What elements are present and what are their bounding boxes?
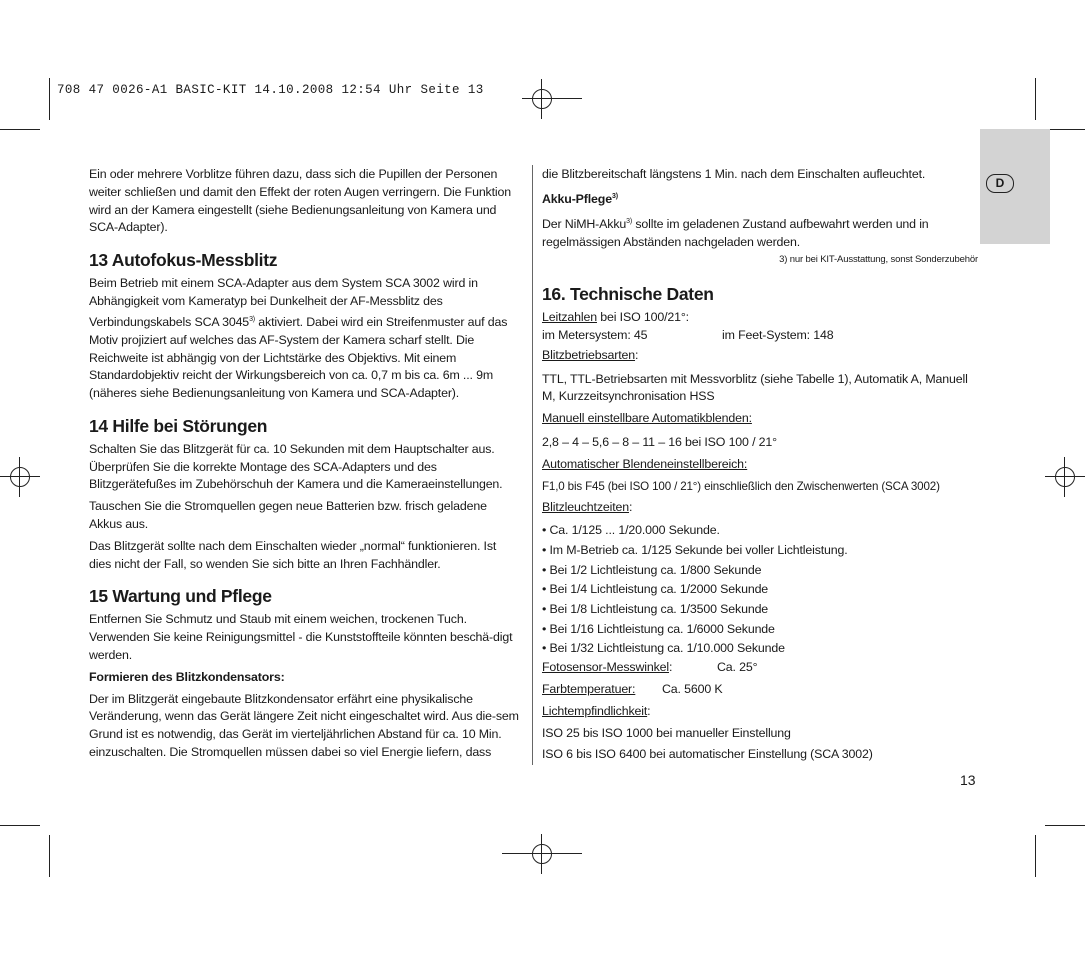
right-column [542,166,978,764]
section-14-paragraph: Das Blitzgerät sollte nach dem Einschalten wieder „normal“ funktionieren. Ist dies nicht der Fall, so wenden Sie sich bitte an Ihren Fachhändler. [89,538,497,571]
section-16-title: 16. Technische Daten [542,284,714,305]
language-badge: D [986,174,1014,193]
registration-mark-top [522,79,562,119]
registration-line [502,853,582,854]
column-divider [532,165,533,765]
messwinkel-line: Fotosensor-Messwinkel: Ca. 25° [542,660,758,675]
continued-paragraph: die Blitzbereitschaft längstens 1 Min. nach dem Einschalten aufleuchtet. [542,167,926,181]
section-15-paragraph: Der im Blitzgerät eingebaute Blitzkondensator erfährt eine physikalische Veränderung, wenn das Gerät längere Zeit nicht eingeschaltet wird. Aus die-sem Grund ist es notwendig, das Gerät im vierteljährlichen Abstand für ca. 10 Min. einzuschalten. Die Stromquellen müssen dabei so viel Energie liefern, dass [89,691,519,760]
crop-mark [0,129,40,130]
section-14-title: 14 Hilfe bei Störungen [89,415,268,436]
leuchtzeiten-label: Blitzleuchtzeiten: [542,500,633,515]
registration-mark-right [1045,457,1085,497]
list-item: • Bei 1/2 Lichtleistung ca. 1/800 Sekunde [542,562,762,577]
einstellbereich-label: Automatischer Blendeneinstellbereich: [542,456,748,471]
list-item: • Ca. 1/125 ... 1/20.000 Sekunde. [542,523,720,538]
list-item: • Im M-Betrieb ca. 1/125 Sekunde bei voller Lichtleistung. [542,542,848,557]
list-item: • Bei 1/4 Lichtleistung ca. 1/2000 Sekunde [542,582,769,597]
lichtempfindlichkeit-label: Lichtempfindlichkeit: [542,703,651,718]
blenden-label: Manuell einstellbare Automatikblenden: [542,411,752,426]
page-number: 13 [960,772,976,788]
einstellbereich-text: F1,0 bis F45 (bei ISO 100 / 21°) einschließlich den Zwischenwerten (SCA 3002) [542,479,940,493]
left-column [89,166,521,766]
crop-mark [49,835,50,877]
registration-mark-bottom [522,834,562,874]
intro-paragraph: Ein oder mehrere Vorblitze führen dazu, dass sich die Pupillen der Personen weiter schließen und damit den Effekt der roten Augen verringern. Die Funktion wird an der Kamera eingestellt (siehe Bedienungsanleitung von Kamera und SCA-Adapter). [89,167,511,235]
leitzahlen-values: im Metersystem: 45 im Feet-System: 148 [542,328,834,343]
crop-mark [49,78,50,120]
crop-mark [0,825,40,826]
section-15-paragraph: Entfernen Sie Schmutz und Staub mit einem weichen, trockenen Tuch. Verwenden Sie keine Reinigungsmittel - die Kunststoffteile könnten beschä-digt werden. [89,612,513,663]
akku-title: Akku-Pflege$^{3)}$ [542,191,618,206]
footnote: 3) nur bei KIT-Ausstattung, sonst Sonderzubehör [779,254,978,266]
crop-mark [1035,835,1036,877]
lichtempfindlichkeit-line: ISO 25 bis ISO 1000 bei manueller Einstellung [542,725,791,740]
betriebsarten-label: Blitzbetriebsarten: [542,347,639,362]
betriebsarten-text: TTL, TTL-Betriebsarten mit Messvorblitz (siehe Tabelle 1), Automatik A, Manuell M, Kurzzeitsynchronisation HSS [542,371,968,404]
farbtemperatur-line: Farbtemperatuer: Ca. 5600 K [542,681,723,696]
list-item: • Bei 1/8 Lichtleistung ca. 1/3500 Sekunde [542,602,769,617]
section-13-title: 13 Autofokus-Messblitz [89,250,278,271]
section-15-title: 15 Wartung und Pflege [89,586,272,607]
crop-mark [1045,129,1085,130]
registration-mark-left [0,457,40,497]
registration-line [540,98,582,99]
leuchtzeiten-list [542,521,978,659]
section-15-subheading: Formieren des Blitzkondensators: [89,669,285,684]
list-item: • Bei 1/16 Lichtleistung ca. 1/6000 Sekunde [542,621,775,636]
print-slug: 708 47 0026-A1 BASIC-KIT 14.10.2008 12:54 Uhr Seite 13 [57,83,484,97]
section-14-paragraph: Tauschen Sie die Stromquellen gegen neue Batterien bzw. frisch geladene Akkus aus. [89,499,487,532]
section-14-paragraph: Schalten Sie das Blitzgerät für ca. 10 Sekunden mit dem Hauptschalter aus. Überprüfen Sie die korrekte Montage des SCA-Adapters und des Blitzgerätefußes im Zubehörschuh der Kamera und die Kameraeinstellungen. [89,441,503,492]
blenden-text: 2,8 – 4 – 5,6 – 8 – 11 – 16 bei ISO 100 / 21° [542,435,777,450]
lichtempfindlichkeit-line: ISO 6 bis ISO 6400 bei automatischer Einstellung (SCA 3002) [542,747,873,762]
crop-mark [1045,825,1085,826]
akku-paragraph: Der NiMH-Akku$^{3)}$ sollte im geladenen Zustand aufbewahrt werden und in regelmässigen Abständen nachgeladen werden. [542,216,929,249]
list-item: • Bei 1/32 Lichtleistung ca. 1/10.000 Sekunde [542,641,785,656]
section-13-paragraph: Beim Betrieb mit einem SCA-Adapter aus dem System SCA 3002 wird in Abhängigkeit vom Kameratyp bei Dunkelheit der AF-Messblitz des Verbindungskabels SCA 3045$^{3)}$ aktiviert. Dabei wird ein Streifenmuster auf das Motiv projiziert auf welches das AF-System der Kamera scharf stellt. Die Reichweite ist abhängig von der Lichtstärke des Objektivs. Mit einem Standardobjektiv reicht der Wirkungsbereich von ca. 0,7 m bis ca. 6m ... 9m (näheres siehe Bedienungsanleitung von Kamera und SCA-Adapter). [89,276,508,401]
crop-mark [1035,78,1036,120]
leitzahlen-line: Leitzahlen bei ISO 100/21°: [542,310,689,325]
